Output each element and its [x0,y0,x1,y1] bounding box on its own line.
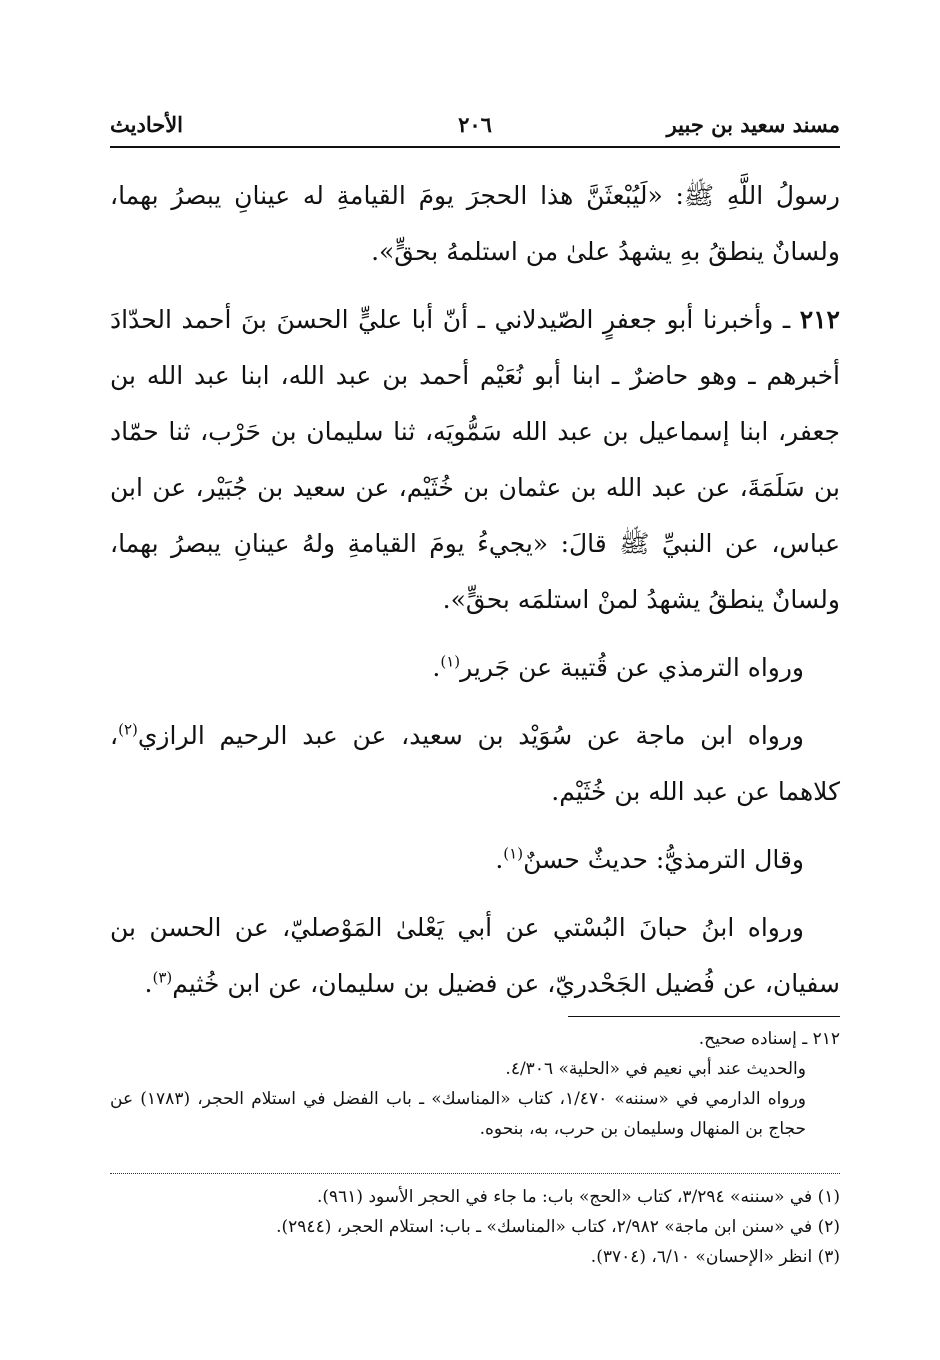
section-title: الأحاديث [110,112,184,137]
paragraph-text: ورواه الترمذي عن قُتيبة عن جَرير [460,653,804,682]
paragraph-tirmidhi-grading [110,832,840,888]
commentary-line: والحديث عند أبي نعيم في «الحلية» ٤/٣٠٦. [505,1059,806,1079]
main-text [110,168,840,1012]
paragraph-text: ورواه ابن ماجة عن سُوَيْد بن سعيد، عن عبد الرحيم الرازي [137,721,804,750]
paragraph-text: ورواه ابنُ حبانَ البُسْتي عن أبي يَعْلىٰ المَوْصليّ، عن الحسن بن سفيان، عن فُضيل الجَحْدريّ، عن فضيل بن سليمان، عن ابن خُثيم [110,913,840,998]
hadith-number: ٢١٢ [799,305,840,334]
footnote: (٣) انظر «الإحسان» ٦/١٠، (٣٧٠٤). [590,1247,840,1267]
paragraph-tirmidhi [110,640,840,696]
paragraph-ibn-majah [110,708,840,820]
footnote-ref: (٣) [152,968,173,987]
paragraph-continuation: رسولُ اللَّهِ ﷺ: «لَيُبْعثَنَّ هذا الحجرَ يومَ القيامةِ له عينانِ يبصرُ بهما، ولسانٌ ينطقُ بهِ يشهدُ علىٰ من استلمهُ بحقٍّ». [110,181,840,266]
paragraph-text: وقال الترمذيُّ: حديثٌ حسنٌ [523,845,804,874]
paragraph-end: . [432,653,441,682]
commentary [110,1024,840,1144]
book-title: مسند سعيد بن جبير [666,112,840,137]
header-rule [110,146,840,148]
footnote-ref: (٢) [118,720,138,739]
footnote: (١) في «سننه» ٣/٢٩٤، كتاب «الحج» باب: ما جاء في الحجر الأسود (٩٦١). [316,1187,840,1207]
paragraph-end: . [144,969,153,998]
hadith-text: ـ وأخبرنا أبو جعفرٍ الصّيدلاني ـ أنّ أبا عليٍّ الحسنَ بنَ أحمد الحدّادَ أخبرهم ـ وهو حاضرٌ ـ ابنا أبو نُعَيْم أحمد بن عبد الله، ابنا عبد الله بن جعفر، ابنا إسماعيل بن عبد الله سَمُّويَه، ثنا سليمان بن حَرْب، ثنا حمّاد بن سَلَمَةَ، عن عبد الله بن عثمان بن خُثَيْم، عن سعيد بن جُبَيْر، عن ابن عباس، عن النبيِّ ﷺ قالَ: «يجيءُ يومَ القيامةِ ولهُ عينانِ يبصرُ بهما، ولسانٌ ينطقُ يشهدُ لمنْ استلمَه بحقٍّ». [110,305,840,614]
commentary-rule [568,1016,840,1017]
footnote-ref: (١) [503,844,524,863]
hadith-paragraph [110,292,840,628]
page-number: ٢٠٦ [458,112,492,137]
paragraph-text-end: ، كلاهما عن عبد الله بن خُثَيْم. [110,721,840,806]
footnote: (٢) في «سنن ابن ماجة» ٢/٩٨٢، كتاب «المناسك» ـ باب: استلام الحجر، (٢٩٤٤). [276,1217,840,1237]
footnotes-rule [110,1173,840,1174]
commentary-line: ٢١٢ ـ إسناده صحيح. [698,1029,840,1049]
paragraph-ibn-hibban [110,900,840,1012]
footnote-ref: (١) [440,652,461,671]
paragraph-end: . [495,845,504,874]
commentary-line: ورواه الدارمي في «سننه» ١/٤٧٠، كتاب «المناسك» ـ باب الفضل في استلام الحجر، (١٧٨٣) عن حجاج بن المنهال وسليمان بن حرب، به، بنحوه. [110,1089,807,1139]
footnotes [110,1182,840,1272]
running-header [110,112,840,142]
